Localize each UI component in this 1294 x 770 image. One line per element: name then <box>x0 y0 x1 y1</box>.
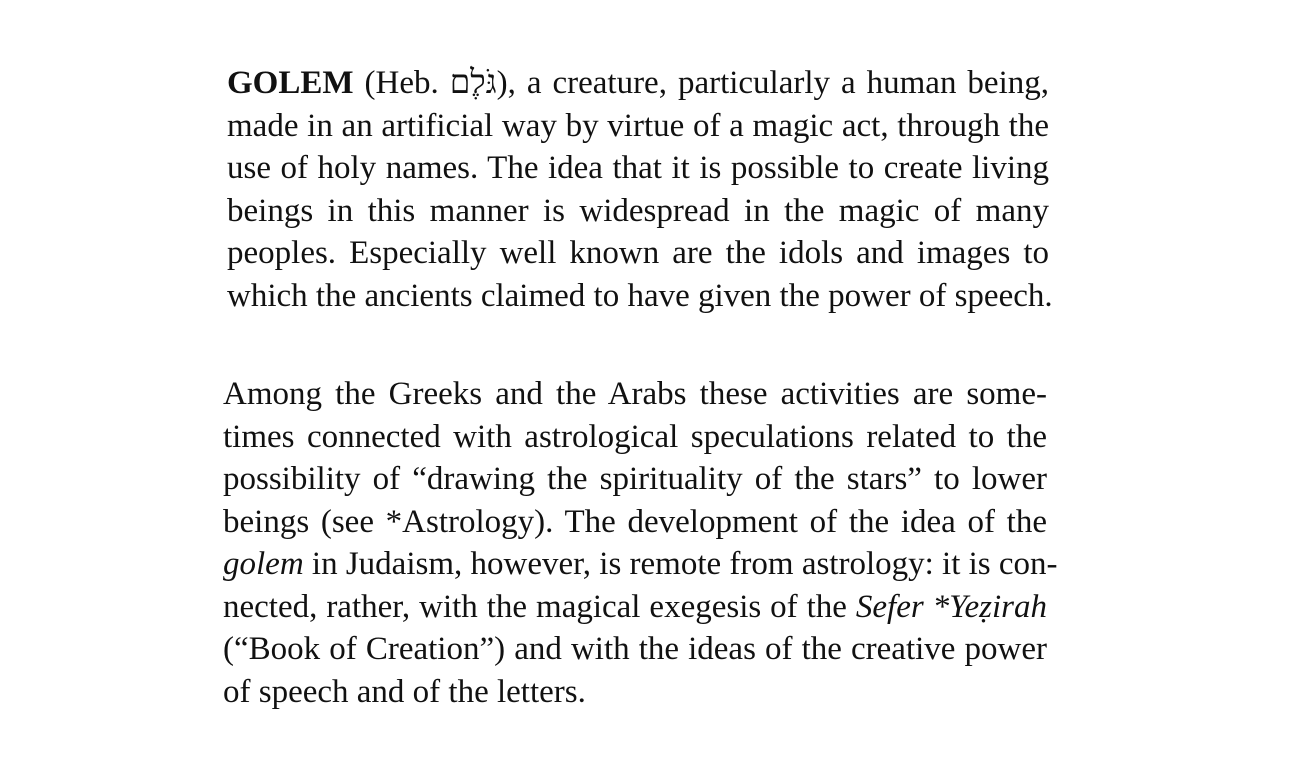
text-line: of speech and of the letters. <box>223 673 586 710</box>
text-fragment: ), a creature, particularly a human being, <box>496 65 1049 101</box>
text-line: beings in this manner is widespread in the magic of many <box>227 192 1049 229</box>
text-line: peoples. Especially well known are the idols and images to <box>227 235 1049 271</box>
text-line: beings (see *Astrology). The development of the idea of the <box>223 503 1047 540</box>
text-line: made in an artificial way by virtue of a magic act, through the <box>227 107 1049 144</box>
text-line: (“Book of Creation”) and with the ideas of the creative power <box>223 631 1047 667</box>
text-line: possibility of “drawing the spirituality of the stars” to lower <box>223 461 1047 497</box>
text-line: use of holy names. The idea that it is possible to create living <box>227 150 1049 186</box>
paragraph-history <box>223 373 1058 713</box>
text-line: Among the Greeks and the Arabs these activities are some- <box>223 376 1047 412</box>
entry-headword: GOLEM <box>227 65 354 101</box>
text-line <box>223 543 1058 586</box>
text-fragment: nected, rather, with the magical exegesis of the <box>223 588 856 625</box>
italic-title-sefer-yezirah: Sefer *Yeẓirah <box>855 588 1047 625</box>
text-fragment: (Heb. <box>353 65 450 101</box>
text-line: which the ancients claimed to have given the power of speech. <box>227 277 1053 314</box>
text-fragment: in Judaism, however, is remote from astrology: it is con- <box>303 546 1058 582</box>
paragraph-definition <box>227 62 1053 317</box>
text-line <box>223 586 1047 629</box>
text-line <box>227 62 1049 105</box>
italic-term-golem: golem <box>223 546 304 582</box>
hebrew-word: גֹּלֶם <box>449 65 497 101</box>
text-line: times connected with astrological speculations related to the <box>223 418 1047 455</box>
